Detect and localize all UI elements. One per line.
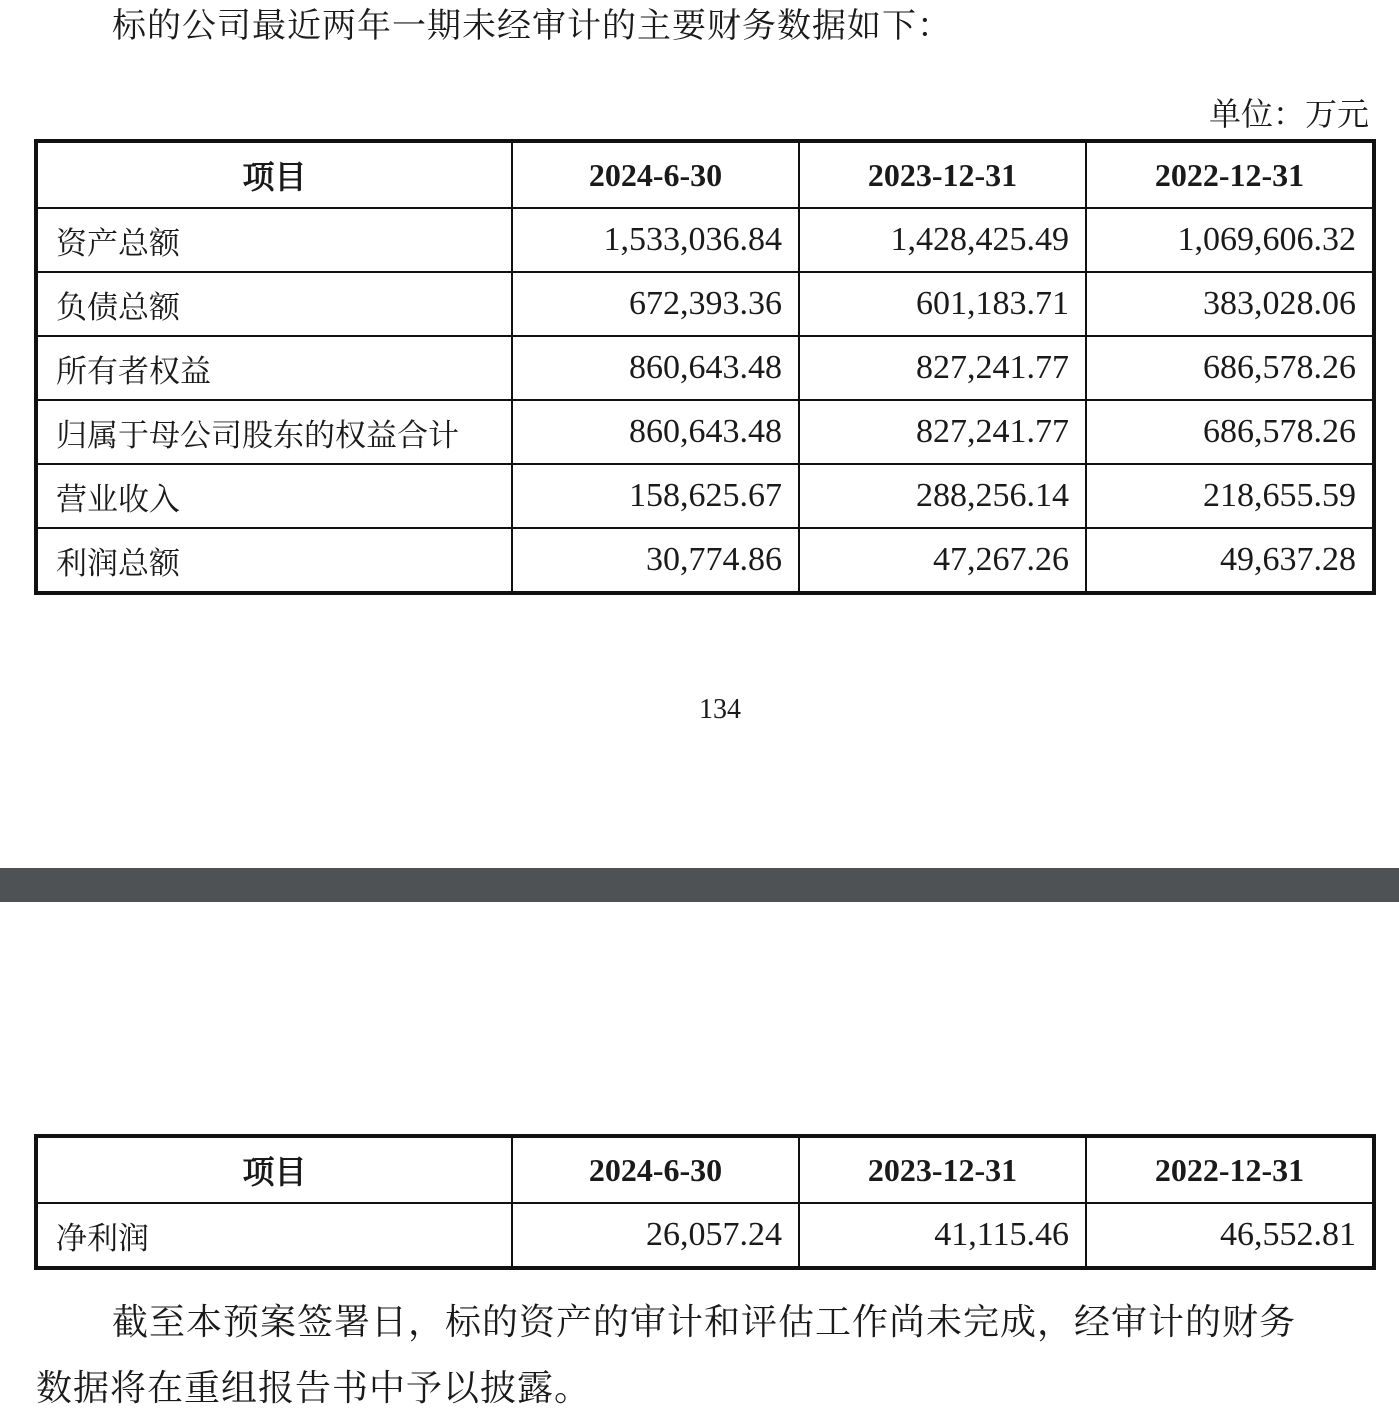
row-label: 所有者权益 xyxy=(36,336,512,400)
cell-value: 1,069,606.32 xyxy=(1086,208,1374,272)
cell-value: 601,183.71 xyxy=(799,272,1086,336)
table-row xyxy=(36,528,1374,593)
table-header-row xyxy=(36,141,1374,208)
cell-value: 218,655.59 xyxy=(1086,464,1374,528)
column-header-2023-12-31: 2023-12-31 xyxy=(799,1136,1086,1203)
column-header-2024-6-30: 2024-6-30 xyxy=(512,1136,799,1203)
table-row xyxy=(36,336,1374,400)
financial-table xyxy=(34,139,1376,595)
row-label: 净利润 xyxy=(36,1203,512,1268)
page-separator xyxy=(0,868,1399,902)
page-number: 134 xyxy=(699,694,741,725)
table-header-row xyxy=(36,1136,1374,1203)
cell-value: 158,625.67 xyxy=(512,464,799,528)
column-header-2024-6-30: 2024-6-30 xyxy=(512,141,799,208)
financial-table-continued xyxy=(34,1134,1376,1270)
cell-value: 860,643.48 xyxy=(512,336,799,400)
cell-value: 47,267.26 xyxy=(799,528,1086,593)
row-label: 归属于母公司股东的权益合计 xyxy=(36,400,512,464)
row-label: 负债总额 xyxy=(36,272,512,336)
closing-paragraph-line-1: 截至本预案签署日，标的资产的审计和评估工作尚未完成，经审计的财务 xyxy=(112,1302,1297,1343)
table-row xyxy=(36,272,1374,336)
table-row xyxy=(36,1203,1374,1268)
column-header-2022-12-31: 2022-12-31 xyxy=(1086,1136,1374,1203)
cell-value: 827,241.77 xyxy=(799,336,1086,400)
cell-value: 827,241.77 xyxy=(799,400,1086,464)
cell-value: 383,028.06 xyxy=(1086,272,1374,336)
cell-value: 26,057.24 xyxy=(512,1203,799,1268)
table-row xyxy=(36,464,1374,528)
cell-value: 41,115.46 xyxy=(799,1203,1086,1268)
row-label: 资产总额 xyxy=(36,208,512,272)
closing-paragraph xyxy=(36,1290,1376,1422)
unit-label: 单位：万元 xyxy=(1208,95,1369,133)
column-header-2022-12-31: 2022-12-31 xyxy=(1086,141,1374,208)
cell-value: 672,393.36 xyxy=(512,272,799,336)
cell-value: 288,256.14 xyxy=(799,464,1086,528)
intro-text: 标的公司最近两年一期未经审计的主要财务数据如下： xyxy=(112,6,952,46)
column-header-item: 项目 xyxy=(36,1136,512,1203)
cell-value: 46,552.81 xyxy=(1086,1203,1374,1268)
cell-value: 1,533,036.84 xyxy=(512,208,799,272)
table-row xyxy=(36,400,1374,464)
column-header-2023-12-31: 2023-12-31 xyxy=(799,141,1086,208)
cell-value: 30,774.86 xyxy=(512,528,799,593)
cell-value: 49,637.28 xyxy=(1086,528,1374,593)
cell-value: 1,428,425.49 xyxy=(799,208,1086,272)
cell-value: 860,643.48 xyxy=(512,400,799,464)
cell-value: 686,578.26 xyxy=(1086,336,1374,400)
table-row xyxy=(36,208,1374,272)
row-label: 利润总额 xyxy=(36,528,512,593)
cell-value: 686,578.26 xyxy=(1086,400,1374,464)
row-label: 营业收入 xyxy=(36,464,512,528)
column-header-item: 项目 xyxy=(36,141,512,208)
closing-paragraph-line-2: 数据将在重组报告书中予以披露。 xyxy=(36,1368,592,1409)
